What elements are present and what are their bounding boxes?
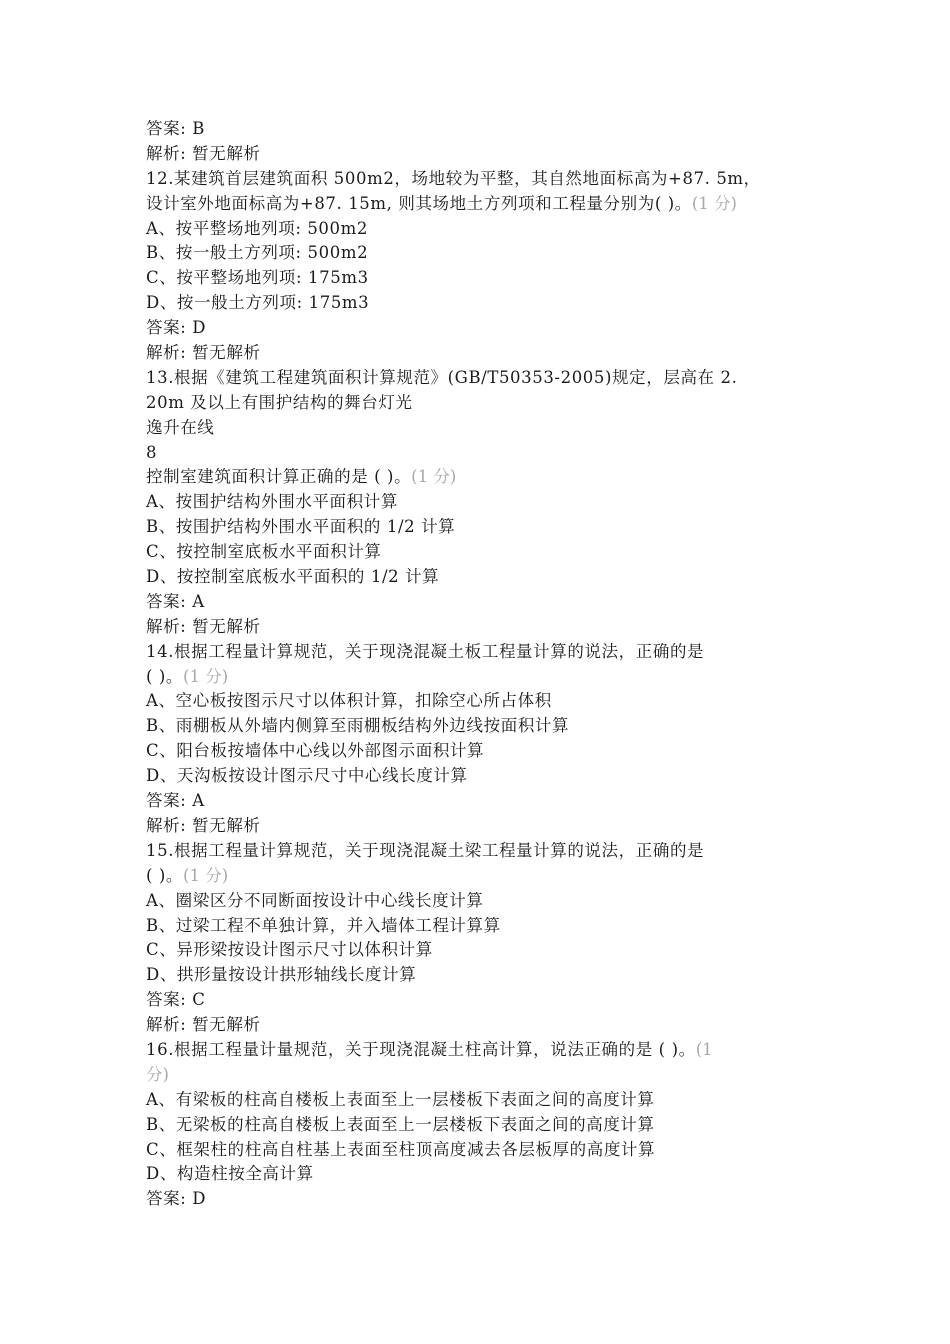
line-text: D、拱形量按设计拱形轴线长度计算 — [146, 965, 417, 985]
text-line — [146, 1138, 826, 1163]
line-text: 设计室外地面标高为+87. 15m, 则其场地土方列项和工程量分别为( )。 — [146, 193, 692, 213]
text-line — [146, 1113, 826, 1138]
text-line — [146, 1162, 826, 1187]
line-text: 答案: D — [146, 318, 207, 338]
line-text: 12.某建筑首层建筑面积 500m2，场地较为平整，其自然地面标高为+87. 5m， — [146, 168, 761, 188]
line-text: 15.根据工程量计算规范，关于现浇混凝土梁工程量计算的说法，正确的是 — [146, 840, 705, 860]
line-text: 逸升在线 — [146, 417, 215, 437]
text-line — [146, 590, 826, 615]
line-text: B、无梁板的柱高自楼板上表面至上一层楼板下表面之间的高度计算 — [146, 1114, 655, 1134]
line-text: 解析: 暂无解析 — [146, 343, 261, 363]
line-text: 解析: 暂无解析 — [146, 616, 261, 636]
text-line — [146, 640, 826, 665]
text-line — [146, 1038, 826, 1063]
text-line — [146, 465, 826, 490]
text-line — [146, 988, 826, 1013]
text-line — [146, 142, 826, 167]
text-line — [146, 615, 826, 640]
text-line — [146, 764, 826, 789]
text-line — [146, 391, 826, 416]
text-line — [146, 739, 826, 764]
text-line — [146, 515, 826, 540]
text-line — [146, 441, 826, 466]
text-line — [146, 1088, 826, 1113]
text-line — [146, 316, 826, 341]
line-text: A、圈梁区分不同断面按设计中心线长度计算 — [146, 890, 484, 910]
text-line — [146, 1187, 826, 1212]
text-line — [146, 938, 826, 963]
score-label: (1 分) — [183, 865, 229, 885]
line-text: ( )。 — [146, 666, 184, 686]
line-text: 解析: 暂无解析 — [146, 143, 261, 163]
line-text: A、有梁板的柱高自楼板上表面至上一层楼板下表面之间的高度计算 — [146, 1089, 655, 1109]
text-line — [146, 864, 826, 889]
score-label: (1 — [695, 1039, 713, 1059]
text-line — [146, 914, 826, 939]
line-text: 14.根据工程量计算规范，关于现浇混凝土板工程量计算的说法，正确的是 — [146, 641, 705, 661]
line-text: 答案: A — [146, 591, 205, 611]
line-text: A、空心板按图示尺寸以体积计算，扣除空心所占体积 — [146, 691, 552, 711]
line-text: 16.根据工程量计量规范，关于现浇混凝土柱高计算，说法正确的是 ( )。 — [146, 1039, 696, 1059]
text-line — [146, 1013, 826, 1038]
line-text: B、过梁工程不单独计算，并入墙体工程计算算 — [146, 915, 501, 935]
line-text: 解析: 暂无解析 — [146, 815, 261, 835]
line-text: A、按平整场地列项: 500m2 — [146, 218, 368, 238]
line-text: D、天沟板按设计图示尺寸中心线长度计算 — [146, 766, 468, 786]
line-text: 控制室建筑面积计算正确的是 ( )。 — [146, 467, 412, 487]
text-line — [146, 167, 826, 192]
text-line — [146, 963, 826, 988]
line-text: 解析: 暂无解析 — [146, 1015, 261, 1035]
line-text: 答案: A — [146, 791, 205, 811]
line-text: 13.根据《建筑工程建筑面积计算规范》(GB/T50353-2005)规定，层高在 2. — [146, 367, 738, 387]
line-text: 8 — [146, 442, 158, 462]
line-text: 答案: D — [146, 1189, 207, 1209]
text-line — [146, 266, 826, 291]
text-line — [146, 714, 826, 739]
score-label: (1 分) — [183, 666, 229, 686]
line-text: D、按一般土方列项: 175m3 — [146, 293, 370, 313]
score-label: (1 分) — [411, 467, 457, 487]
score-label: (1 分) — [691, 193, 737, 213]
text-line — [146, 1063, 826, 1088]
text-line — [146, 416, 826, 441]
line-text: B、按一般土方列项: 500m2 — [146, 243, 369, 263]
text-line — [146, 366, 826, 391]
line-text: C、异形梁按设计图示尺寸以体积计算 — [146, 940, 433, 960]
text-line — [146, 192, 826, 217]
line-text: ( )。 — [146, 865, 184, 885]
line-text: C、框架柱的柱高自柱基上表面至柱顶高度减去各层板厚的高度计算 — [146, 1139, 656, 1159]
line-text: 答案: B — [146, 119, 205, 138]
line-text: B、雨棚板从外墙内侧算至雨棚板结构外边线按面积计算 — [146, 716, 570, 736]
text-line — [146, 889, 826, 914]
line-text: C、按控制室底板水平面积计算 — [146, 542, 382, 562]
text-line — [146, 814, 826, 839]
text-line — [146, 540, 826, 565]
text-line — [146, 241, 826, 266]
text-line — [146, 217, 826, 242]
text-line — [146, 490, 826, 515]
line-text: 答案: C — [146, 990, 206, 1010]
text-line — [146, 839, 826, 864]
text-line — [146, 689, 826, 714]
text-line — [146, 341, 826, 366]
line-text: D、构造柱按全高计算 — [146, 1164, 314, 1184]
text-line — [146, 565, 826, 590]
line-text: 20m 及以上有围护结构的舞台灯光 — [146, 392, 413, 412]
text-line — [146, 665, 826, 690]
line-text: D、按控制室底板水平面积的 1/2 计算 — [146, 567, 440, 587]
line-text: B、按围护结构外围水平面积的 1/2 计算 — [146, 517, 456, 537]
line-text: A、按围护结构外围水平面积计算 — [146, 492, 398, 512]
text-line — [146, 789, 826, 814]
line-text: C、阳台板按墙体中心线以外部图示面积计算 — [146, 741, 485, 761]
line-text: C、按平整场地列项: 175m3 — [146, 268, 369, 288]
text-line — [146, 117, 826, 142]
score-label: 分) — [146, 1064, 169, 1084]
document-body — [146, 117, 826, 1212]
text-line — [146, 291, 826, 316]
